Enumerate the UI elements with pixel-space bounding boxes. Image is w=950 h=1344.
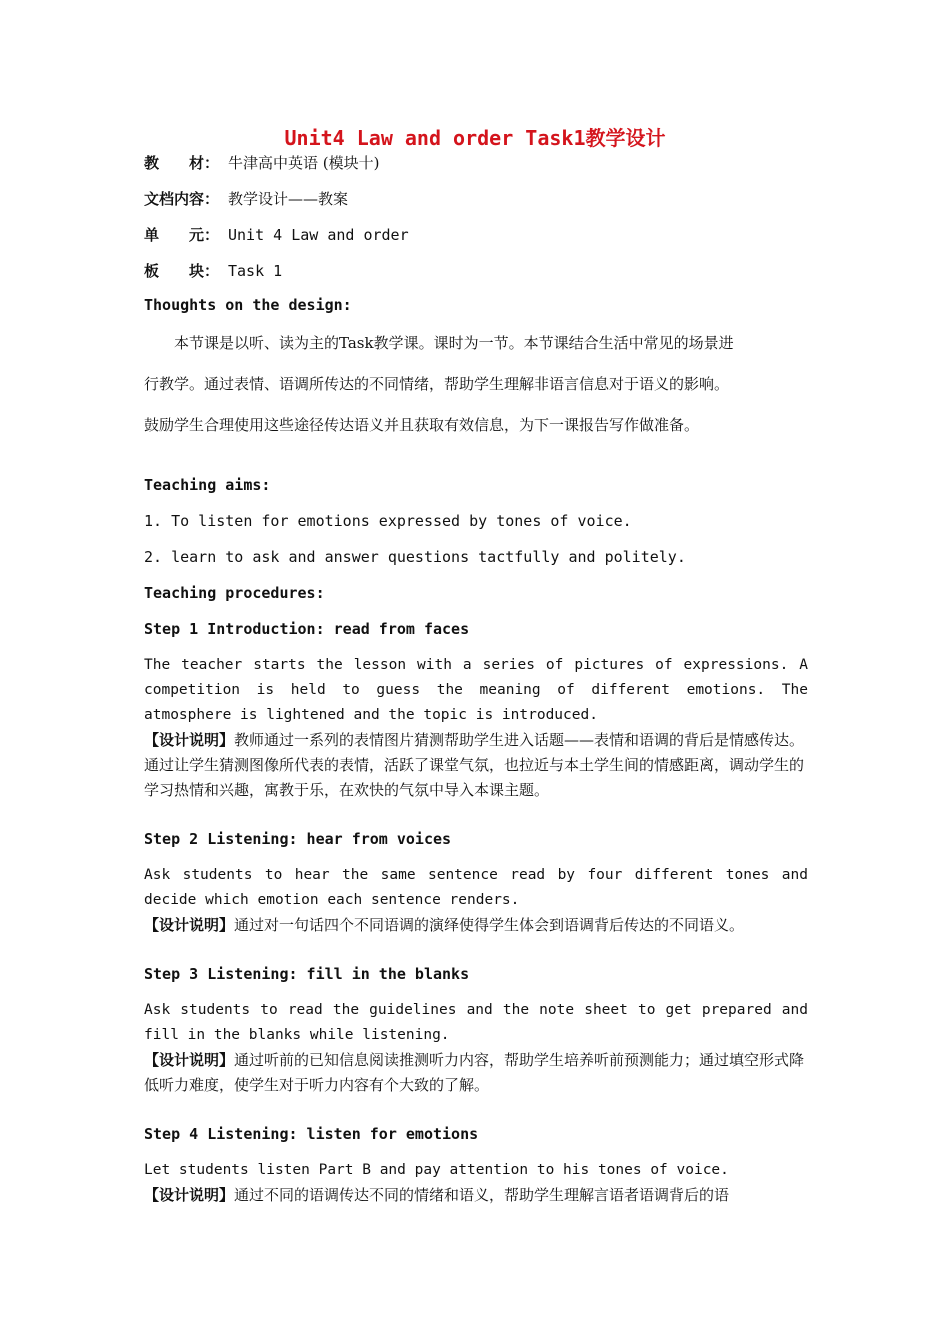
step-heading: Step 2 Listening: hear from voices	[144, 830, 452, 848]
design-note	[144, 913, 808, 938]
step-body: The teacher starts the lesson with a series of pictures of expressions. A competition is held to guess the meaning of different emotions. The atmosphere is lightened and the topic is introduced.	[144, 657, 808, 723]
thoughts-line: 鼓励学生合理使用这些途径传达语义并且获取有效信息，为下一课报告写作做准备。	[144, 416, 700, 434]
meta-label: 教 材：	[144, 154, 220, 172]
meta-unit	[144, 224, 409, 245]
design-note-text: 通过听前的已知信息阅读推测听力内容，帮助学生培养听前预测能力；通过填空形式降低听力难度，使学生对于听力内容有个大致的了解。	[144, 1051, 805, 1094]
document-title: Unit4 Law and order Task1教学设计	[284, 126, 666, 150]
step-body: Let students listen Part B and pay attention to his tones of voice.	[144, 1162, 729, 1178]
meta-content	[144, 188, 348, 209]
meta-label: 单 元：	[144, 226, 220, 244]
design-note-tag: 【设计说明】	[144, 1051, 235, 1069]
design-note-text: 教师通过一系列的表情图片猜测帮助学生进入话题——表情和语调的背后是情感传达。通过让学生猜测图像所代表的表情，活跃了课堂气氛，也拉近与本土学生间的情感距离，调动学生的学习热情和兴趣，寓教于乐，在欢快的气氛中导入本课主题。	[144, 731, 805, 799]
design-note-tag: 【设计说明】	[144, 1186, 235, 1204]
meta-label: 板 块：	[144, 262, 220, 280]
procedures-heading: Teaching procedures:	[144, 584, 325, 602]
aims-heading: Teaching aims:	[144, 476, 271, 494]
design-note	[144, 1048, 808, 1098]
meta-section	[144, 260, 282, 281]
design-note-text: 通过不同的语调传达不同的情绪和语义，帮助学生理解言语者语调背后的语	[234, 1186, 730, 1204]
design-note-tag: 【设计说明】	[144, 731, 235, 749]
meta-value: 牛津高中英语 (模块十)	[228, 154, 380, 172]
meta-value: Unit 4 Law and order	[228, 226, 409, 244]
meta-textbook	[144, 152, 379, 173]
aim-item: 1. To listen for emotions expressed by tones of voice.	[144, 512, 632, 530]
design-note-tag: 【设计说明】	[144, 916, 235, 934]
meta-label: 文档内容：	[144, 190, 220, 208]
aim-item: 2. learn to ask and answer questions tactfully and politely.	[144, 548, 686, 566]
design-note	[144, 1183, 808, 1208]
design-note-text: 通过对一句话四个不同语调的演绎使得学生体会到语调背后传达的不同语义。	[234, 916, 745, 934]
thoughts-line: 行教学。通过表情、语调所传达的不同情绪，帮助学生理解非语言信息对于语义的影响。	[144, 375, 730, 393]
step-body: Ask students to hear the same sentence read by four different tones and decide which emotion each sentence renders.	[144, 867, 808, 908]
step-heading: Step 4 Listening: listen for emotions	[144, 1125, 479, 1143]
thoughts-heading: Thoughts on the design:	[144, 296, 352, 314]
design-note	[144, 728, 808, 803]
meta-value: Task 1	[228, 262, 283, 280]
step-heading: Step 1 Introduction: read from faces	[144, 620, 470, 638]
step-body: Ask students to read the guidelines and the note sheet to get prepared and fill in the blanks while listening.	[144, 1002, 808, 1043]
meta-value: 教学设计——教案	[228, 190, 349, 208]
thoughts-line: 本节课是以听、读为主的Task教学课。课时为一节。本节课结合生活中常见的场景进	[144, 334, 734, 352]
step-heading: Step 3 Listening: fill in the blanks	[144, 965, 470, 983]
